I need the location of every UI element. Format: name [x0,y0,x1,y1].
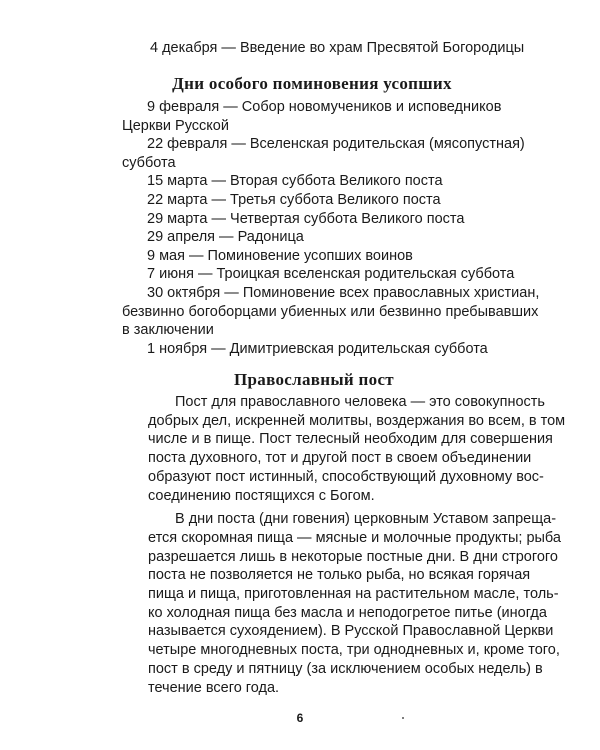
memorial-item [122,98,512,135]
paragraph [121,393,566,505]
text-line: соединению постящихся с Богом. [148,487,375,504]
memorial-item [122,228,512,247]
memorial-item-line: 22 марта — Третья суббота Великого поста [147,191,441,208]
text-line: течение всего года. [148,679,280,696]
text-line: ется скоромная пища — мясные и молочные продукты; рыба [148,529,561,546]
memorial-item [122,210,512,229]
memorial-days-list [122,98,540,358]
text-line: четыре многодневных поста, три однодневных и, кроме того, [148,642,560,659]
memorial-item-line: безвинно богоборцами убиенных или безвинно пребывавших [122,303,539,320]
memorial-item [122,135,525,172]
text-line: числе и в пище. Пост телесный необходим для совершения [148,431,553,448]
text-line: разрешается лишь в некоторые постные дни. В дни строгого [148,548,558,565]
text-line: ко холодная пища без масла и неподогретое питье (иногда [148,604,547,621]
memorial-item-line: суббота [122,154,176,171]
memorial-item-line: 29 апреля — Радоница [147,229,304,246]
text-line: Пост для православного человека — это совокупность [175,394,545,410]
memorial-days-heading: Дни особого поминовения усопших [172,74,452,93]
feast-line-presentation: 4 декабря — Введение во храм Пресвятой Богородицы [150,40,525,56]
page-number: 6 [296,711,304,725]
memorial-item-line: 1 ноября — Димитриевская родительская суббота [147,340,488,357]
memorial-item [122,247,512,266]
memorial-item [122,265,515,284]
memorial-item-line: 22 февраля — Вселенская родительская (мясопустная) [147,136,525,153]
text-line: поста не позволяется не только рыба, но всякая горячая [148,567,531,584]
orthodox-fast-heading: Православный пост [234,370,394,389]
memorial-item [122,284,540,340]
text-line: В дни поста (дни говения) церковным Уставом запреща- [175,511,557,528]
memorial-item-line: 29 марта — Четвертая суббота Великого поста [147,210,465,227]
memorial-item-line: 30 октября — Поминовение всех православных христиан, [147,284,540,301]
memorial-item-line: 7 июня — Троицкая вселенская родительская суббота [147,266,515,283]
text-line: называется сухоядением). В Русской Православной Церкви [148,623,554,640]
memorial-item [122,172,512,191]
memorial-item [122,191,512,210]
memorial-item-line: 15 марта — Вторая суббота Великого поста [147,173,443,190]
orthodox-fast-text [121,393,566,702]
text-line: пост в среду и пятницу (за исключением особых недель) в [148,660,543,677]
text-line: образуют пост истинный, способствующий духовному вос- [148,468,544,485]
memorial-item [122,340,512,359]
text-line: добрых дел, искренней молитвы, воздержания во всем, в том [148,412,566,429]
memorial-item-line: 9 мая — Поминовение усопших воинов [147,247,413,264]
print-speck [402,717,404,719]
memorial-item-line: 9 февраля — Собор новомучеников и исповедников [147,99,502,115]
paragraph [121,510,561,697]
memorial-item-line: в заключении [122,322,214,339]
text-line: пища и пища, приготовленная на растительном масле, толь- [148,586,559,603]
memorial-item-line: Церкви Русской [122,117,229,134]
text-line: поста духовного, тот и другой пост в своем объединении [148,450,532,467]
